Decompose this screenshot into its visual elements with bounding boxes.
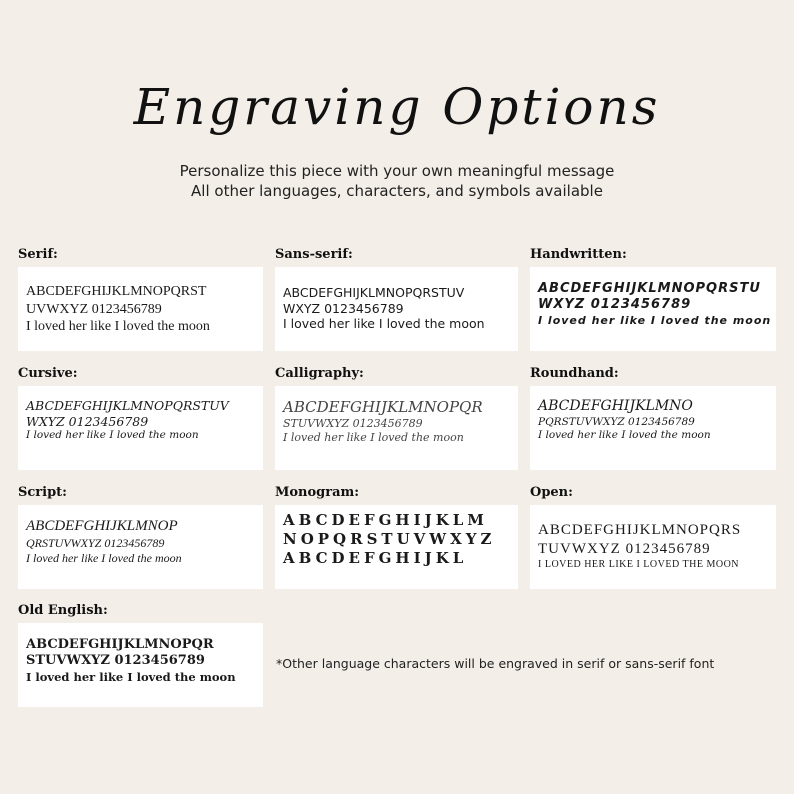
sample-line: WXYZ 0123456789 — [538, 297, 692, 313]
sample-line: ABCDEFGHIJKLMNOPQRSTUV — [26, 398, 229, 413]
sample-line: WXYZ 0123456789 — [283, 300, 404, 316]
subtitle-personalize: Personalize this piece with your own meaningful message — [179, 162, 615, 180]
sample-line: I loved her like I loved the moon — [26, 550, 182, 565]
sample-line: ABCDEFGHIJKL — [283, 548, 468, 567]
sample-line: ABCDEFGHIJKLMNOPQRSTU — [538, 281, 761, 296]
sample-line: NOPQRSTUVWXYZ — [283, 529, 496, 548]
sample-card-old-english — [18, 623, 263, 707]
label-sans-serif: Sans-serif: — [275, 247, 353, 262]
sample-line: TUVWXYZ 0123456789 — [538, 540, 711, 557]
sample-line: I loved her like I loved the moon — [26, 319, 210, 334]
sample-line: QRSTUVWXYZ 0123456789 — [26, 535, 165, 550]
sample-line: ABCDEFGHIJKLMNOPQR — [283, 398, 483, 416]
sample-line: STUVWXYZ 0123456789 — [26, 653, 205, 669]
sample-line: ABCDEFGHIJKLMNOPQRST — [26, 284, 207, 299]
label-handwritten: Handwritten: — [530, 247, 627, 262]
sample-card-monogram — [275, 505, 518, 589]
sample-line: ABCDEFGHIJKLMNO — [538, 398, 693, 414]
sample-card-handwritten — [530, 267, 776, 351]
label-open: Open: — [530, 485, 573, 500]
sample-line: WXYZ 0123456789 — [26, 413, 149, 429]
sample-card-script — [18, 505, 263, 589]
sample-line: I loved her like I loved the moon — [26, 429, 199, 442]
sample-line: UVWXYZ 0123456789 — [26, 301, 162, 317]
sample-line: I loved her like I loved the moon — [538, 428, 711, 441]
label-calligraphy: Calligraphy: — [275, 366, 364, 381]
label-monogram: Monogram: — [275, 485, 360, 500]
sample-line: ABCDEFGHIJKLMNOPQRSTUV — [283, 285, 465, 300]
sample-card-serif — [18, 267, 263, 351]
sample-line: ABCDEFGHIJKLMNOPQRS — [538, 522, 742, 538]
label-old-english: Old English: — [18, 603, 108, 618]
sample-line: I loved her like I loved the moon — [283, 430, 464, 444]
sample-card-roundhand — [530, 386, 776, 470]
page-title: Engraving Options — [133, 78, 661, 136]
sample-line: ABCDEFGHIJKLMNOP — [26, 518, 178, 534]
sample-card-open — [530, 505, 776, 589]
label-roundhand: Roundhand: — [530, 366, 619, 381]
sample-line: I loved her like I loved the moon — [538, 313, 772, 327]
sample-line: STUVWXYZ 0123456789 — [283, 416, 423, 430]
label-cursive: Cursive: — [18, 366, 78, 381]
sample-card-cursive — [18, 386, 263, 470]
sample-line: I loved her like I loved the moon — [26, 669, 236, 684]
sample-line: ABCDEFGHIJKLMNOPQR — [26, 637, 214, 652]
sample-card-sans-serif — [275, 267, 518, 351]
sample-line: I loved her like I loved the moon — [283, 316, 485, 332]
label-serif: Serif: — [18, 247, 58, 262]
footnote: *Other language characters will be engraved in serif or sans-serif font — [276, 656, 715, 671]
sample-line: I LOVED HER LIKE I LOVED THE MOON — [538, 558, 740, 570]
sample-line: PQRSTUVWXYZ 0123456789 — [538, 415, 695, 428]
sample-card-calligraphy — [275, 386, 518, 470]
subtitle-languages: All other languages, characters, and symbols available — [191, 182, 603, 200]
sample-line: ABCDEFGHIJKLM — [283, 511, 488, 529]
label-script: Script: — [18, 485, 67, 500]
